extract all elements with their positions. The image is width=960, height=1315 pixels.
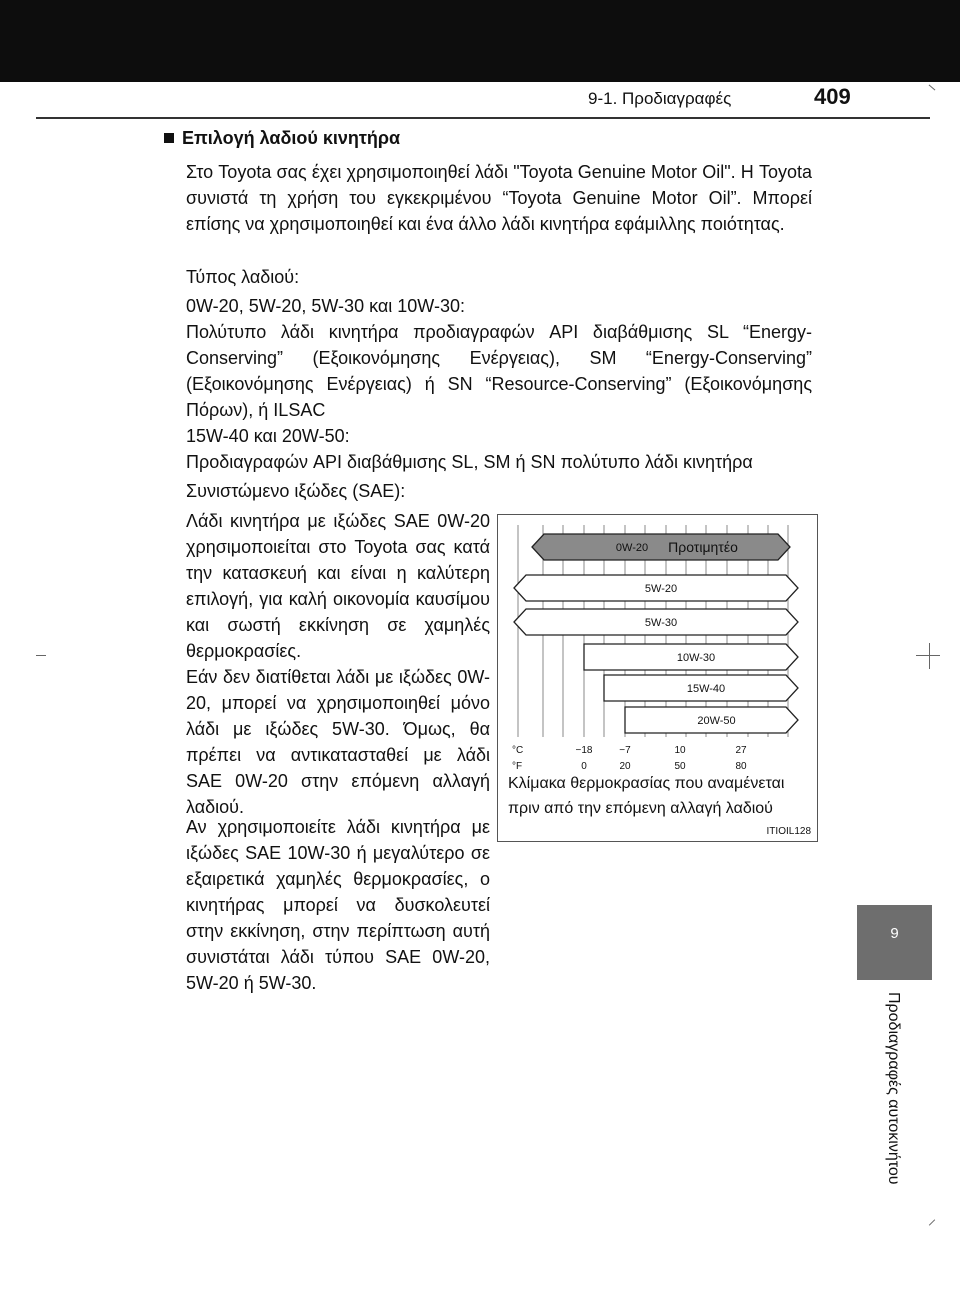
preferred-label: Προτιμητέο [668, 539, 738, 555]
chapter-tab [857, 905, 932, 980]
top-black-bar [0, 0, 960, 82]
header-rule [36, 117, 930, 119]
celsius-tick-label: −18 [575, 745, 593, 756]
intro-paragraph: Στο Toyota σας έχει χρησιμοποιηθεί λάδι "Toyota Genuine Motor Oil". Η Toyota συνιστά τη χρήση του εγκεκριμένου “Toyota Genuine Motor Oil”. Μπορεί επίσης να χρησιμοποιηθεί και ένα άλλο λάδι κινητήρα εφάμιλλης ποιότητας. [186, 162, 812, 234]
chapter-label-text: Προδιαγραφές αυτοκινήτου [885, 992, 902, 1185]
viscosity-label: Συνιστώμενο ιξώδες (SAE): [186, 481, 406, 501]
celsius-tick-label: 27 [735, 745, 747, 756]
celsius-tick-label: −7 [619, 745, 631, 756]
crop-mark [36, 655, 46, 656]
fahrenheit-tick-label: 80 [735, 761, 747, 772]
left-paragraph-2: Εάν δεν διατίθεται λάδι με ιξώδες 0W-20, μπορεί να χρησιμοποιηθεί μόνο λάδι με ιξώδες 5W-30. Όμως, θα πρέπει να αντικατασταθεί με λάδι SAE 0W-20 στην επόμενη αλλαγή λαδιού. [186, 667, 490, 817]
bar-0w-20 [532, 534, 790, 560]
bar-label: 5W-20 [644, 583, 678, 595]
crop-mark [929, 85, 936, 91]
page-number: 409 [814, 84, 851, 109]
fahrenheit-tick-label: 20 [619, 761, 631, 772]
chapter-label [884, 992, 904, 1202]
oil-type-label: Τύπος λαδιού: [186, 267, 300, 287]
viscosity-chart-figure [497, 514, 818, 842]
chapter-number: 9 [890, 925, 899, 942]
section-title: 9-1. Προδιαγραφές [588, 89, 732, 108]
fahrenheit-tick-label: 50 [674, 761, 686, 772]
bar-label: 5W-30 [644, 617, 678, 629]
left-paragraph-3: Αν χρησιμοποιείτε λάδι κινητήρα με ιξώδες SAE 10W-30 ή μεγαλύτερο σε εξαιρετικά χαμηλές θερμοκρασίες, ο κινητήρας μπορεί να δυσκολευτεί στην εκκίνηση, στην περίπτωση αυτή συνιστάται λάδι τύπου SAE 0W-20, 5W-20 ή 5W-30. [186, 817, 490, 993]
grades-a-text: Πολύτυπο λάδι κινητήρα προδιαγραφών API διαβάθμισης SL “Energy-Conserving” (Εξοικονόμησης Ενέργειας), SM “Energy-Conserving” (Εξοικονόμησης Ενέργειας) ή SN “Resource-Conserving” (Εξοικονόμησης Πόρων), ή ILSAC [186, 322, 812, 420]
square-bullet-icon [164, 133, 174, 143]
section-heading [164, 128, 400, 149]
fahrenheit-tick-label: 0 [581, 761, 587, 772]
bar-label: 0W-20 [615, 542, 649, 554]
grades-b-text: Προδιαγραφών API διαβάθμισης SL, SM ή SN πολύτυπο λάδι κινητήρα [186, 452, 753, 472]
crop-mark [929, 1219, 935, 1225]
section-heading-text: Επιλογή λαδιού κινητήρα [182, 128, 401, 148]
crop-mark [929, 643, 930, 669]
bar-label: 20W-50 [697, 715, 736, 727]
fahrenheit-unit-label: °F [512, 761, 523, 772]
bar-label: 15W-40 [686, 683, 726, 695]
grades-a-title: 0W-20, 5W-20, 5W-30 και 10W-30: [186, 296, 465, 316]
crop-mark [916, 655, 940, 656]
celsius-tick-label: 10 [674, 745, 686, 756]
figure-caption: Κλίμακα θερμοκρασίας που αναμένεται πριν από την επόμενη αλλαγή λαδιού [508, 775, 785, 817]
grades-b-title: 15W-40 και 20W-50: [186, 426, 350, 446]
left-paragraph-1: Λάδι κινητήρα με ιξώδες SAE 0W-20 χρησιμοποιείται στο Toyota σας κατά την κατασκευή και είναι η καλύτερη επιλογή, για καλή οικονομία καυσίμου και σωστή εκκίνηση σε χαμηλές θερμοκρασίες. [186, 511, 490, 661]
bar-label: 10W-30 [676, 652, 716, 664]
figure-code: ITIOIL128 [766, 826, 811, 837]
celsius-unit-label: °C [512, 745, 524, 756]
